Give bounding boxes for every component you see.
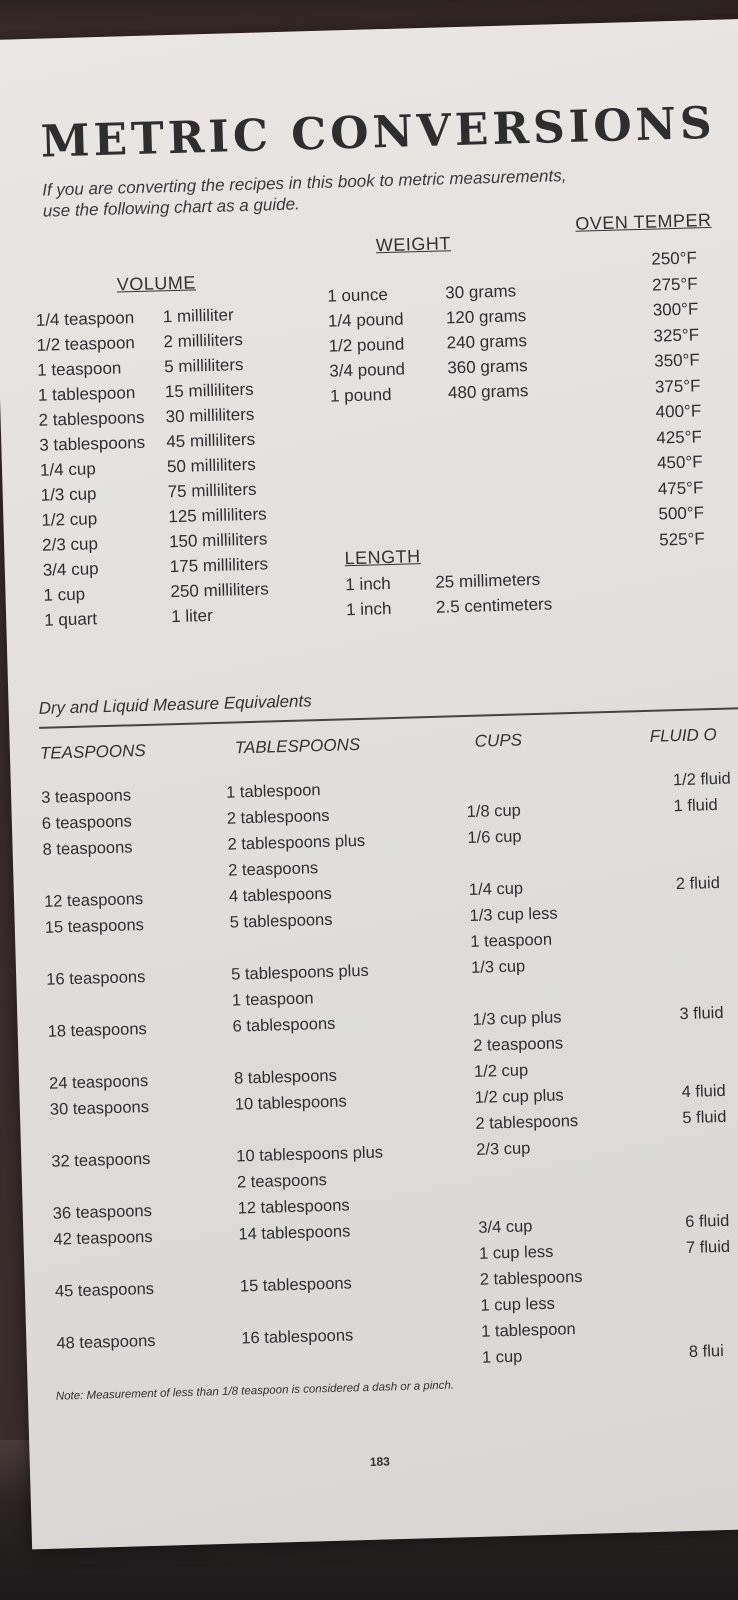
cell-teaspoons: 48 teaspoons (56, 1331, 156, 1353)
volume-metric: 50 milliliters (166, 454, 257, 477)
cell-tablespoons: 2 teaspoons (236, 1171, 328, 1192)
volume-amount: 1 teaspoon (36, 358, 122, 380)
intro-line-2: use the following chart as a guide. (42, 194, 301, 221)
cell-teaspoons: 45 teaspoons (54, 1279, 155, 1301)
cell-cups: 1 tablespoon (481, 1320, 576, 1341)
intro-line-1: If you are converting the recipes in this book to metric measurements, (41, 165, 567, 200)
cell-teaspoons: 8 teaspoons (42, 838, 133, 859)
cell-teaspoons: 6 teaspoons (41, 812, 133, 833)
volume-metric: 45 milliliters (166, 429, 256, 452)
weight-amount: 1 ounce (327, 284, 389, 306)
footnote: Note: Measurement of less than 1/8 teaspoon is considered a dash or a pinch. (55, 1379, 455, 1403)
cell-tablespoons: 5 tablespoons (229, 910, 333, 932)
col-header-tablespoons: TABLESPOONS (234, 734, 361, 758)
cell-tablespoons: 1 teaspoon (231, 989, 314, 1010)
cell-fluid: 8 flui (688, 1342, 725, 1361)
cell-teaspoons: 24 teaspoons (48, 1071, 149, 1093)
volume-amount: 3 tablespoons (39, 432, 146, 455)
cell-cups: 1/3 cup less (469, 904, 558, 925)
volume-metric: 150 milliliters (168, 529, 268, 552)
oven-temp: 425°F (656, 426, 703, 448)
cell-cups: 2/3 cup (475, 1139, 531, 1159)
cell-tablespoons: 10 tablespoons (234, 1092, 347, 1114)
cell-tablespoons: 8 tablespoons (233, 1066, 338, 1088)
weight-metric: 360 grams (447, 356, 528, 378)
cell-tablespoons: 2 tablespoons (226, 806, 330, 828)
weight-amount: 1/4 pound (327, 309, 404, 331)
cell-cups: 1/2 cup (473, 1061, 529, 1081)
page-title: METRIC CONVERSIONS (40, 97, 717, 168)
equivalents-title: Dry and Liquid Measure Equivalents (38, 691, 312, 718)
cell-tablespoons: 16 tablespoons (241, 1326, 354, 1348)
cell-cups: 2 tablespoons (479, 1267, 583, 1289)
cell-tablespoons: 10 tablespoons plus (236, 1143, 384, 1166)
oven-temp: 375°F (654, 375, 701, 397)
weight-amount: 3/4 pound (329, 359, 406, 381)
oven-temp: 475°F (657, 477, 704, 499)
cell-tablespoons: 12 tablespoons (237, 1196, 350, 1218)
col-header-teaspoons: TEASPOONS (39, 740, 146, 763)
oven-heading: OVEN TEMPER (575, 209, 712, 234)
cell-cups: 1/6 cup (467, 827, 522, 847)
volume-amount: 1/4 cup (39, 459, 97, 480)
cell-fluid: 5 fluid (682, 1107, 727, 1128)
cell-cups: 2 tablespoons (475, 1112, 579, 1133)
length-heading: LENGTH (344, 546, 421, 569)
cell-teaspoons: 15 teaspoons (44, 916, 145, 937)
weight-metric: 240 grams (446, 331, 528, 353)
oven-temp: 300°F (652, 299, 699, 320)
cell-cups: 1/3 cup plus (472, 1008, 562, 1029)
volume-amount: 1/3 cup (40, 484, 97, 505)
cell-fluid: 3 fluid (679, 1003, 724, 1024)
cell-fluid: 1/2 fluid (672, 769, 731, 790)
cell-fluid: 1 fluid (673, 795, 718, 816)
cell-tablespoons: 6 tablespoons (232, 1014, 336, 1036)
volume-metric: 1 milliliter (162, 305, 234, 327)
weight-metric: 120 grams (445, 306, 527, 328)
oven-temp: 525°F (658, 528, 706, 550)
cell-tablespoons: 5 tablespoons plus (230, 961, 369, 984)
cell-tablespoons: 2 tablespoons plus (227, 831, 366, 854)
oven-temp: 450°F (656, 452, 703, 473)
cell-tablespoons: 15 tablespoons (239, 1274, 353, 1296)
cell-fluid: 2 fluid (675, 873, 721, 894)
cell-fluid: 6 fluid (685, 1211, 730, 1232)
book-page (0, 18, 738, 1549)
oven-temp: 250°F (651, 248, 698, 269)
col-header-cups: CUPS (474, 730, 523, 751)
volume-amount: 1/2 teaspoon (36, 333, 136, 355)
volume-amount: 1 quart (43, 609, 98, 630)
col-header-fluid: FLUID O (649, 724, 718, 746)
volume-metric: 1 liter (170, 606, 213, 627)
cell-tablespoons: 14 tablespoons (238, 1222, 351, 1244)
cell-teaspoons: 30 teaspoons (49, 1097, 150, 1119)
volume-amount: 1/4 teaspoon (35, 308, 135, 330)
volume-amount: 1 cup (43, 584, 86, 605)
oven-temp: 325°F (653, 324, 700, 346)
volume-metric: 175 milliliters (169, 554, 269, 577)
oven-temp: 400°F (655, 401, 702, 422)
volume-heading: VOLUME (116, 272, 197, 295)
volume-metric: 75 milliliters (167, 479, 257, 502)
volume-amount: 1/2 cup (41, 509, 98, 530)
volume-metric: 30 milliliters (165, 404, 255, 427)
cell-cups: 1/4 cup (468, 879, 524, 899)
volume-amount: 3/4 cup (42, 559, 99, 580)
cell-teaspoons: 32 teaspoons (51, 1149, 151, 1171)
cell-tablespoons: 4 tablespoons (228, 884, 332, 906)
cell-cups: 1/3 cup (470, 957, 526, 977)
cell-teaspoons: 42 teaspoons (53, 1227, 153, 1249)
cell-cups: 1 cup less (478, 1242, 554, 1263)
weight-amount: 1/2 pound (328, 334, 405, 356)
volume-metric: 125 milliliters (168, 504, 267, 527)
cell-tablespoons: 2 teaspoons (228, 859, 319, 880)
cell-cups: 1 cup less (480, 1294, 556, 1315)
cell-cups: 3/4 cup (478, 1217, 533, 1237)
oven-temp: 275°F (651, 273, 698, 295)
cell-cups: 1 teaspoon (470, 930, 553, 951)
cell-fluid: 4 fluid (681, 1081, 726, 1102)
cell-fluid: 7 fluid (685, 1237, 731, 1258)
page-number: 183 (369, 1454, 391, 1469)
cell-teaspoons: 18 teaspoons (47, 1020, 148, 1041)
weight-metric: 30 grams (444, 281, 517, 303)
weight-amount: 1 pound (329, 384, 392, 406)
cell-teaspoons: 16 teaspoons (46, 968, 146, 989)
volume-metric: 250 milliliters (170, 579, 269, 602)
volume-amount: 2 tablespoons (38, 407, 145, 430)
length-amount: 1 inch (345, 599, 392, 620)
volume-metric: 2 milliliters (163, 330, 244, 352)
volume-amount: 1 tablespoon (37, 383, 136, 405)
oven-temp: 500°F (658, 503, 705, 524)
cell-teaspoons: 12 teaspoons (43, 890, 144, 911)
cell-cups: 1 cup (481, 1347, 523, 1367)
cell-cups: 1/2 cup plus (474, 1086, 564, 1107)
cell-cups: 2 teaspoons (473, 1034, 564, 1055)
cell-cups: 1/8 cup (466, 801, 522, 821)
oven-temp: 350°F (653, 350, 701, 371)
volume-metric: 15 milliliters (164, 379, 254, 402)
cell-teaspoons: 36 teaspoons (52, 1201, 153, 1223)
length-metric: 25 millimeters (435, 569, 541, 592)
volume-amount: 2/3 cup (41, 534, 99, 555)
length-metric: 2.5 centimeters (435, 594, 553, 617)
weight-metric: 480 grams (447, 381, 529, 403)
cell-teaspoons: 3 teaspoons (40, 786, 132, 807)
cell-tablespoons: 1 tablespoon (225, 781, 321, 802)
length-amount: 1 inch (345, 574, 391, 595)
volume-metric: 5 milliliters (163, 355, 244, 377)
weight-heading: WEIGHT (375, 233, 452, 256)
